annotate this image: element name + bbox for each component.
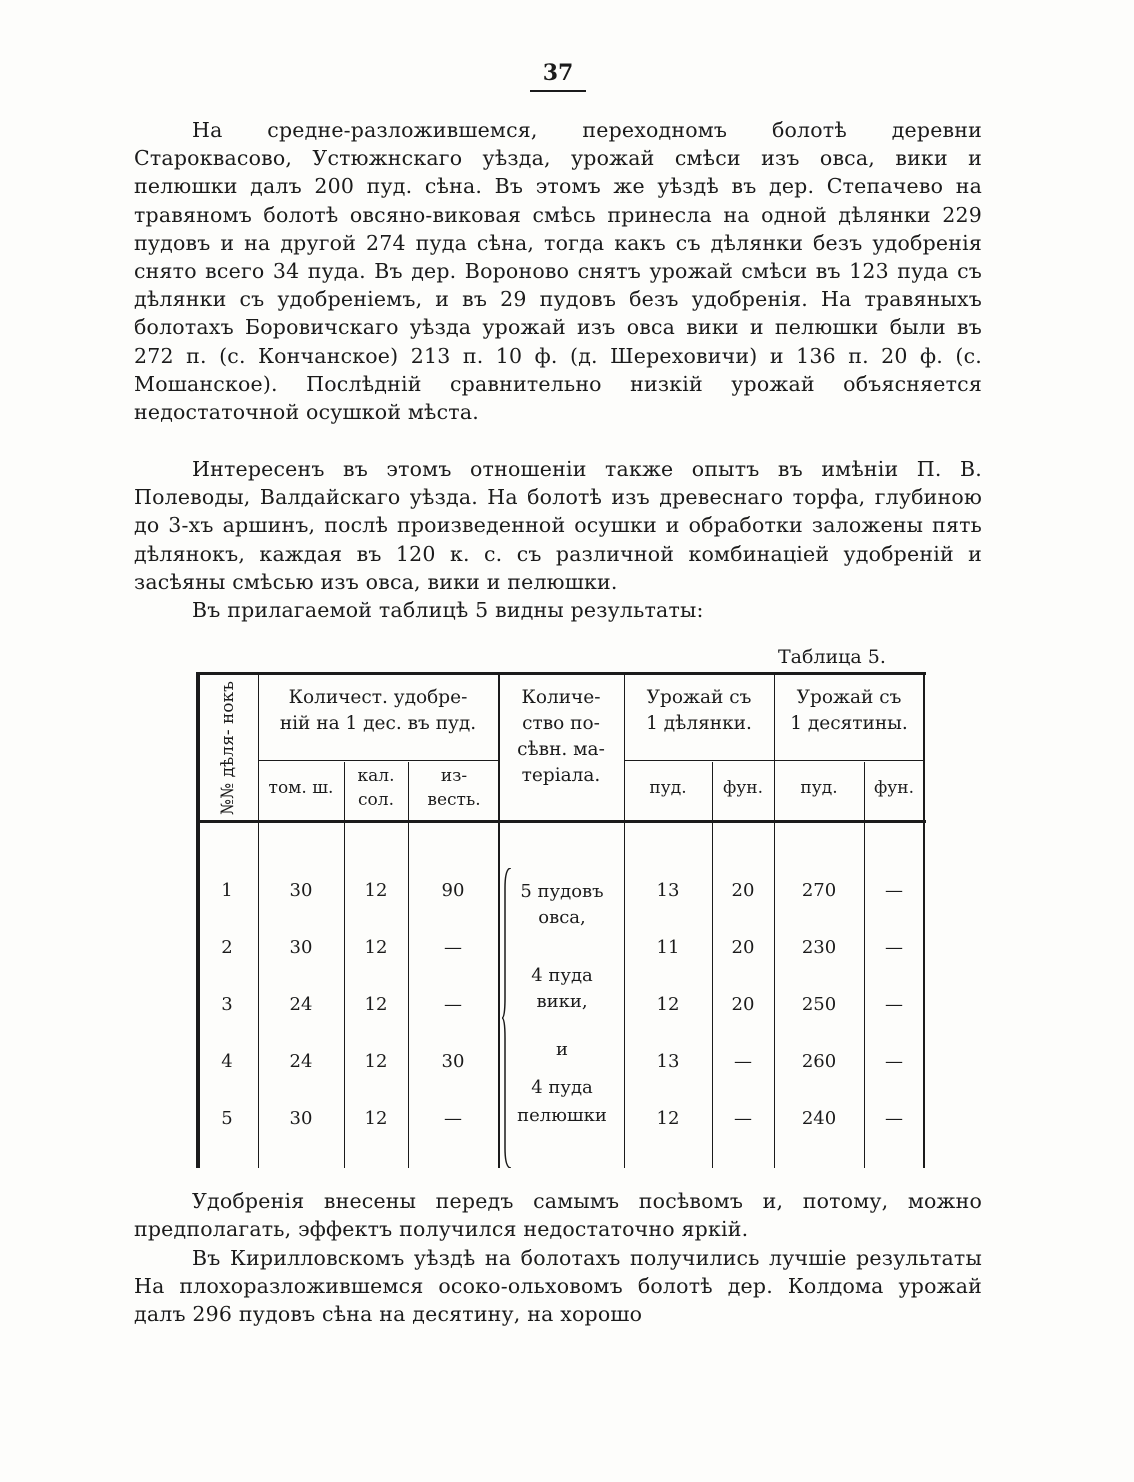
cell-kal: 12 [364, 994, 388, 1015]
header-seed-line-1: Количе- [521, 687, 601, 708]
header-kal: кал. сол. [357, 766, 395, 810]
cell-plot-pud: 13 [656, 880, 680, 901]
header-plot-pud: пуд. [649, 778, 687, 798]
cell-kal: 12 [364, 1108, 388, 1129]
cell-des-pud: 230 [801, 937, 837, 958]
header-seed-line-3: сѣвн. ма- [517, 739, 605, 760]
paragraph-1: На средне-разложившемся, переходномъ болотѣ деревни Старокваcово, Устюжнскаго уѣзда, урожай смѣси изъ овса, вики и пелюшки далъ 200 пуд. сѣна. Въ этомъ же уѣздѣ въ дер. Степачево на травяномъ болотѣ овсяно-виковая смѣсь принесла на одной дѣлянки 229 пудовъ и на другой 274 пуда сѣна, тогда какъ съ дѣлянки безъ удобренія снято всего 34 пуда. Въ дер. Вороново снятъ урожай смѣси въ 123 пуда съ дѣлянки съ удобреніемъ, и въ 29 пудовъ безъ удобренія. На травяныхъ болотахъ Боровичскаго уѣзда урожай изъ овса вики и пелюшки были въ 272 п. (с. Кончанское) 213 п. 10 ф. (д. Шереховичи) и 136 п. 20 ф. (с. Мошанское). Послѣдній сравнительно низкій урожай объясняется недостаточной осушкой мѣста. [134, 118, 982, 425]
header-des-pud: пуд. [800, 778, 838, 798]
results-table [196, 672, 926, 1168]
header-yield-des-line-1: Урожай съ [796, 687, 902, 708]
cell-tom: 24 [289, 1051, 313, 1072]
cell-izv: — [444, 994, 462, 1015]
seed-line: 4 пуда [531, 1077, 593, 1098]
header-plot-fun: фун. [722, 778, 764, 798]
cell-izv: — [444, 1108, 462, 1129]
cell-des-pud: 250 [801, 994, 837, 1015]
cell-plot-number: 3 [221, 994, 233, 1015]
header-seed-line-2: ство по- [522, 713, 600, 734]
cell-des-fun: — [885, 994, 903, 1015]
table-header-rule [196, 820, 926, 823]
cell-kal: 12 [364, 880, 388, 901]
cell-tom: 24 [289, 994, 313, 1015]
header-yield-plot-line-2: 1 дѣлянки. [646, 713, 752, 734]
subheader-rule [258, 760, 498, 761]
paragraph-5: Въ Кирилловскомъ уѣздѣ на болотахъ получились лучшіе результаты На плохоразложившемся осоко-ольховомъ болотѣ дер. Колдома урожай далъ 296 пудовъ сѣна на десятину, на хорошо [134, 1246, 982, 1327]
cell-plot-fun: — [734, 1108, 752, 1129]
cell-des-fun: — [885, 1051, 903, 1072]
cell-des-fun: — [885, 937, 903, 958]
cell-plot-fun: — [734, 1051, 752, 1072]
cell-izv: 90 [441, 880, 465, 901]
seed-line: вики, [536, 991, 588, 1012]
cell-plot-pud: 13 [656, 1051, 680, 1072]
cell-des-pud: 270 [801, 880, 837, 901]
cell-des-fun: — [885, 1108, 903, 1129]
cell-plot-pud: 11 [656, 937, 680, 958]
cell-plot-number: 4 [221, 1051, 233, 1072]
header-fertilizer-line-2: ній на 1 дес. въ пуд. [279, 713, 477, 734]
cell-tom: 30 [289, 880, 313, 901]
header-seed-line-4: теріала. [521, 765, 601, 786]
cell-des-pud: 260 [801, 1051, 837, 1072]
page-number: 37 [542, 60, 574, 86]
cell-plot-number: 5 [221, 1108, 233, 1129]
header-des-fun: фун. [873, 778, 915, 798]
seed-line: 5 пудовъ [520, 881, 604, 902]
paragraph-3: Въ прилагаемой таблицѣ 5 видны результаты: [192, 598, 704, 622]
paragraph-4: Удобренія внесены передъ самымъ посѣвомъ и, потому, можно предполагать, эффектъ получился недостаточно яркій. [134, 1189, 982, 1242]
header-yield-plot-line-1: Урожай съ [646, 687, 752, 708]
table-caption: Таблица 5. [778, 646, 886, 668]
cell-plot-fun: 20 [731, 880, 755, 901]
cell-plot-pud: 12 [656, 994, 680, 1015]
cell-plot-number: 2 [221, 937, 233, 958]
header-izv: из- весть. [427, 766, 481, 810]
header-plots: №№ дѣля- нокъ [218, 681, 239, 815]
cell-izv: — [444, 937, 462, 958]
table-right-rule [923, 672, 925, 1168]
seed-line: овса, [538, 907, 586, 928]
col-rule [774, 672, 775, 1168]
cell-tom: 30 [289, 937, 313, 958]
cell-des-pud: 240 [801, 1108, 837, 1129]
subheader-rule [624, 760, 924, 761]
paragraph-2: Интересенъ въ этомъ отношеніи также опытъ въ имѣніи П. В. Полеводы, Валдайскаго уѣзда. На болотѣ изъ древеснаго торфа, глубиною до 3-хъ аршинъ, послѣ произведенной осушки и обработки заложены пять дѣлянокъ, каждая въ 120 к. с. съ различной комбинаціей удобреній и засѣяны смѣсью изъ овса, вики и пелюшки. [134, 457, 982, 594]
cell-izv: 30 [441, 1051, 465, 1072]
cell-kal: 12 [364, 937, 388, 958]
header-yield-des-line-2: 1 десятины. [790, 713, 908, 734]
cell-des-fun: — [885, 880, 903, 901]
cell-plot-pud: 12 [656, 1108, 680, 1129]
table-top-rule [196, 672, 926, 675]
col-rule [624, 672, 625, 1168]
col-rule [258, 672, 259, 1168]
cell-plot-number: 1 [221, 880, 233, 901]
seed-line: пелюшки [517, 1105, 607, 1126]
seed-line: 4 пуда [531, 965, 593, 986]
cell-tom: 30 [289, 1108, 313, 1129]
header-tom: том. ш. [268, 778, 334, 798]
cell-kal: 12 [364, 1051, 388, 1072]
page-number-rule [530, 90, 586, 92]
cell-plot-fun: 20 [731, 937, 755, 958]
cell-plot-fun: 20 [731, 994, 755, 1015]
header-fertilizer-line-1: Количест. удобре- [288, 687, 468, 708]
seed-line: и [556, 1039, 568, 1060]
